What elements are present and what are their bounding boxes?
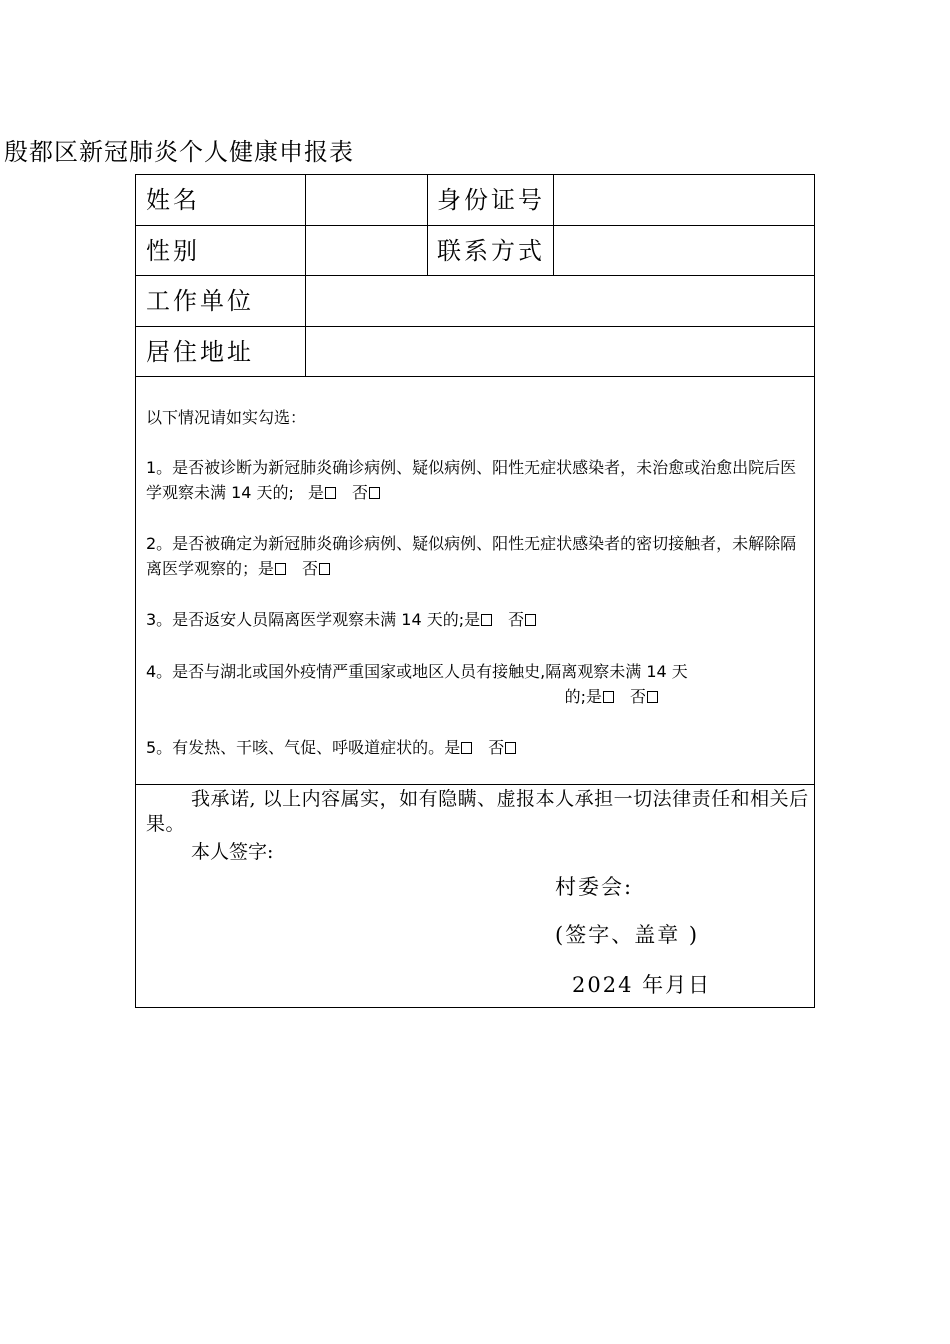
work-unit-label: 工作单位 <box>146 287 254 315</box>
yes-label: 是 <box>258 559 275 578</box>
question-text: 1。是否被诊断为新冠肺炎确诊病例、疑似病例、阳性无症状感染者，未治愈或治愈出院后医学观察未满 14 天的; <box>146 458 797 502</box>
yes-checkbox[interactable] <box>481 614 492 626</box>
question-text: 5。有发热、干咳、气促、呼吸道症状的。 <box>146 738 445 757</box>
address-field[interactable] <box>306 327 814 375</box>
no-checkbox[interactable] <box>369 487 380 499</box>
question-text: 3。是否返安人员隔离医学观察未满 14 天的; <box>146 610 465 629</box>
yes-checkbox[interactable] <box>461 742 472 754</box>
no-label: 否 <box>629 687 646 706</box>
yes-checkbox[interactable] <box>325 487 336 499</box>
address-label: 居住地址 <box>146 338 254 366</box>
yes-checkbox[interactable] <box>275 563 286 575</box>
question-item <box>146 455 808 505</box>
no-label: 否 <box>508 610 525 629</box>
question-text-continued: 的; <box>564 687 586 706</box>
signature-label: 本人签字: <box>191 841 274 863</box>
yes-label: 是 <box>585 687 602 706</box>
no-checkbox[interactable] <box>525 614 536 626</box>
name-label: 姓名 <box>146 186 200 214</box>
question-text: 4。是否与湖北或国外疫情严重国家或地区人员有接触史,隔离观察未满 14 天 <box>146 662 688 681</box>
page-title: 殷都区新冠肺炎个人健康申报表 <box>4 138 354 166</box>
contact-field[interactable] <box>554 226 814 274</box>
health-declaration-form <box>135 174 815 1008</box>
id-number-label: 身份证号 <box>437 186 545 214</box>
question-item <box>146 735 808 760</box>
row-divider <box>136 376 814 377</box>
gender-field[interactable] <box>306 226 426 274</box>
no-checkbox[interactable] <box>505 742 516 754</box>
yes-label: 是 <box>464 610 481 629</box>
stamp-note: (签字、盖章 ) <box>555 923 700 947</box>
name-field[interactable] <box>306 176 426 224</box>
no-label: 否 <box>488 738 505 757</box>
work-unit-field[interactable] <box>306 276 814 325</box>
yes-label: 是 <box>444 738 461 757</box>
question-item <box>146 607 808 632</box>
question-item <box>146 531 808 581</box>
pledge-statement: 我承诺, 以上内容属实，如有隐瞒、虚报本人承担一切法律责任和相关后果。 <box>146 788 809 835</box>
question-item <box>146 659 808 709</box>
column-divider <box>427 175 428 276</box>
questions-intro: 以下情况请如实勾选： <box>146 408 307 427</box>
question-text: 2。是否被确定为新冠肺炎确诊病例、疑似病例、阳性无症状感染者的密切接触者，未解除隔离医学观察的； <box>146 534 797 578</box>
village-committee-label: 村委会: <box>555 875 634 899</box>
no-label: 否 <box>351 483 368 502</box>
contact-label: 联系方式 <box>437 237 545 265</box>
no-label: 否 <box>302 559 319 578</box>
id-number-field[interactable] <box>554 176 814 224</box>
no-checkbox[interactable] <box>319 563 330 575</box>
gender-label: 性别 <box>146 237 200 265</box>
yes-checkbox[interactable] <box>603 691 614 703</box>
yes-label: 是 <box>307 483 324 502</box>
no-checkbox[interactable] <box>647 691 658 703</box>
row-divider <box>136 784 814 785</box>
date-line: 2024 年月日 <box>572 973 712 997</box>
